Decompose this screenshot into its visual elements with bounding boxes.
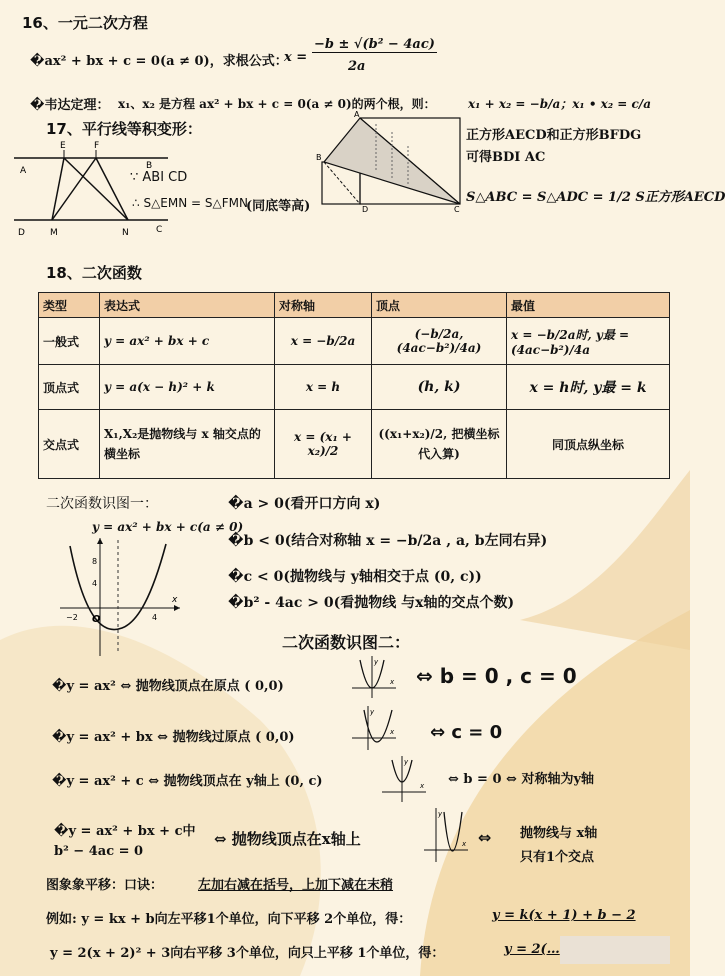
c-condition: �c < 0(抛物线与 y轴相交于点 (0, c))	[228, 569, 482, 585]
result-b0-axis-y: ⇔ b = 0 ⇔ 对称轴为y轴	[448, 772, 594, 787]
example-2-result: y = 2(…	[504, 942, 560, 957]
mini-graph-origin-vertex	[350, 654, 400, 700]
mini-graph-vertex-on-y	[380, 754, 430, 804]
parallel-premise: ∵ ABⅠ CD	[130, 170, 188, 185]
svg-text:O: O	[92, 614, 101, 625]
a-condition: �a > 0(看开口方向 x)	[228, 496, 381, 512]
svg-text:x: x	[172, 595, 178, 605]
area-equation: S△ABC = S△ADC = 1/2 S正方形AECD	[466, 190, 725, 205]
cell-extremum: x = h时, y最 = k	[507, 365, 670, 410]
header-axis: 对称轴	[275, 293, 372, 318]
cell-axis: x = −b/2a	[275, 318, 372, 365]
equal-area-conclusion: ∴ S△EMN = S△FMN	[132, 196, 248, 210]
example-2: y = 2(x + 2)² + 3向右平移 3个单位，向只上平移 1个单位，得：	[50, 946, 445, 961]
vieta-condition: x₁、x₂ 是方程 ax² + bx + c = 0(a ≠ 0)的两个根，则：	[118, 97, 436, 111]
section-17-title: 17、平行线等积变形：	[46, 120, 202, 138]
table-header-row	[39, 293, 670, 318]
result-c0: ⇔ c = 0	[430, 722, 503, 743]
svg-text:4: 4	[152, 613, 158, 622]
parallel-lines-figure	[8, 138, 178, 238]
svg-text:y: y	[374, 658, 379, 666]
table-row	[39, 365, 670, 410]
vieta-label: �韦达定理：	[30, 98, 110, 113]
svg-text:D: D	[18, 228, 25, 238]
svg-text:y: y	[404, 758, 409, 766]
equivalence-arrow: ⇔	[478, 828, 492, 847]
svg-text:N: N	[122, 228, 129, 238]
parallel-result: 可得BDⅠ AC	[466, 150, 546, 165]
case-zero-discriminant: b² − 4ac = 0	[54, 844, 144, 859]
root-formula-denominator: 2a	[348, 59, 366, 74]
case-origin-vertex: �y = ax² ⇔ 抛物线顶点在原点 ( 0,0)	[52, 679, 284, 694]
section-16-title: 16、一元二次方程	[22, 14, 148, 32]
svg-text:−2: −2	[66, 613, 78, 622]
svg-text:x: x	[420, 782, 425, 790]
same-base-height-note: (同底等高)	[246, 199, 311, 214]
example-1: 例如: y = kx + b向左平移1个单位，向下平移 2个单位，得：	[46, 912, 412, 927]
svg-text:x: x	[462, 840, 467, 848]
header-vertex: 顶点	[372, 293, 507, 318]
header-type: 类型	[39, 293, 100, 318]
parabola-graph	[56, 536, 186, 660]
squares-statement: 正方形AECD和正方形BFDG	[466, 128, 642, 143]
example-1-result: y = k(x + 1) + b − 2	[492, 908, 636, 923]
svg-text:D: D	[362, 205, 369, 214]
svg-text:F: F	[94, 141, 100, 151]
cell-vertex: (−b/2a, (4ac−b²)/4a)	[372, 318, 507, 365]
table-row	[39, 318, 670, 365]
vertex-on-x-axis: ⇔ 抛物线顶点在x轴上	[214, 830, 361, 848]
cell-axis: x = (x₁ + x₂)/2	[275, 410, 372, 479]
cell-extremum: 同顶点纵坐标	[507, 410, 670, 479]
result-b0-c0: ⇔ b = 0 , c = 0	[416, 664, 577, 688]
cell-expression: y = a(x − h)² + k	[100, 365, 275, 410]
discriminant-condition: �b² - 4ac > 0(看抛物线 与x轴的交点个数)	[228, 595, 515, 611]
b-condition: �b < 0(结合对称轴 x = −b/2a , a, b左同右异)	[228, 533, 548, 549]
svg-text:y: y	[370, 708, 375, 716]
mini-graph-vertex-on-x	[422, 806, 472, 864]
squares-triangle-figure	[316, 110, 466, 214]
svg-text:C: C	[156, 225, 163, 235]
cell-type: 顶点式	[39, 365, 100, 410]
svg-text:E: E	[60, 141, 66, 151]
section-18-title: 18、二次函数	[46, 264, 142, 282]
cell-type: 交点式	[39, 410, 100, 479]
cell-extremum: x = −b/2a时, y最 = (4ac−b²)/4a	[507, 318, 670, 365]
case-vertex-on-y-axis: �y = ax² + c ⇔ 抛物线顶点在 y轴上 (0, c)	[52, 774, 323, 789]
svg-text:A: A	[354, 110, 360, 119]
svg-text:x: x	[390, 728, 395, 736]
svg-text:y: y	[438, 810, 443, 818]
root-formula-lhs: x =	[284, 50, 308, 65]
svg-text:B: B	[146, 161, 153, 171]
recognition-2-title: 二次函数识图二：	[282, 633, 411, 652]
graph-function-label: y = ax² + bx + c(a ≠ 0)	[92, 520, 244, 534]
svg-text:8: 8	[92, 557, 98, 566]
case-through-origin: �y = ax² + bx ⇔ 抛物线过原点 ( 0,0)	[52, 730, 295, 745]
svg-text:C: C	[454, 205, 460, 214]
one-intersection-line1: 抛物线与 x轴	[520, 826, 598, 841]
svg-text:A: A	[20, 166, 27, 176]
cell-vertex: ((x₁+x₂)/2, 把横坐标代入算)	[372, 410, 507, 479]
vieta-formula: x₁ + x₂ = −b/a；x₁ • x₂ = c/a	[468, 97, 651, 111]
cell-axis: x = h	[275, 365, 372, 410]
cell-expression: X₁,X₂是抛物线与 x 轴交点的横坐标	[100, 410, 275, 479]
watermark-overlay	[560, 936, 670, 964]
table-row	[39, 410, 670, 479]
header-extremum: 最值	[507, 293, 670, 318]
svg-text:4: 4	[92, 579, 98, 588]
header-expression: 表达式	[100, 293, 275, 318]
cell-type: 一般式	[39, 318, 100, 365]
translation-title: 图象象平移：口诀：	[46, 878, 164, 893]
quadratic-equation-line: �ax² + bx + c = 0(a ≠ 0)，求根公式：	[30, 54, 288, 69]
quadratic-forms-table	[38, 292, 670, 479]
svg-text:x: x	[390, 678, 395, 686]
cell-expression: y = ax² + bx + c	[100, 318, 275, 365]
cell-vertex: (h, k)	[372, 365, 507, 410]
one-intersection-line2: 只有1个交点	[520, 850, 595, 865]
root-formula-numerator: −b ± √(b² − 4ac)	[314, 37, 435, 52]
case-general-form: �y = ax² + bx + c中	[54, 824, 196, 839]
svg-text:B: B	[316, 153, 322, 162]
svg-text:M: M	[50, 228, 58, 238]
recognition-1-title: 二次函数识图一：	[46, 496, 158, 512]
translation-rule: 左加右减在括号，上加下减在末稍	[198, 878, 394, 893]
mini-graph-through-origin	[350, 704, 400, 752]
